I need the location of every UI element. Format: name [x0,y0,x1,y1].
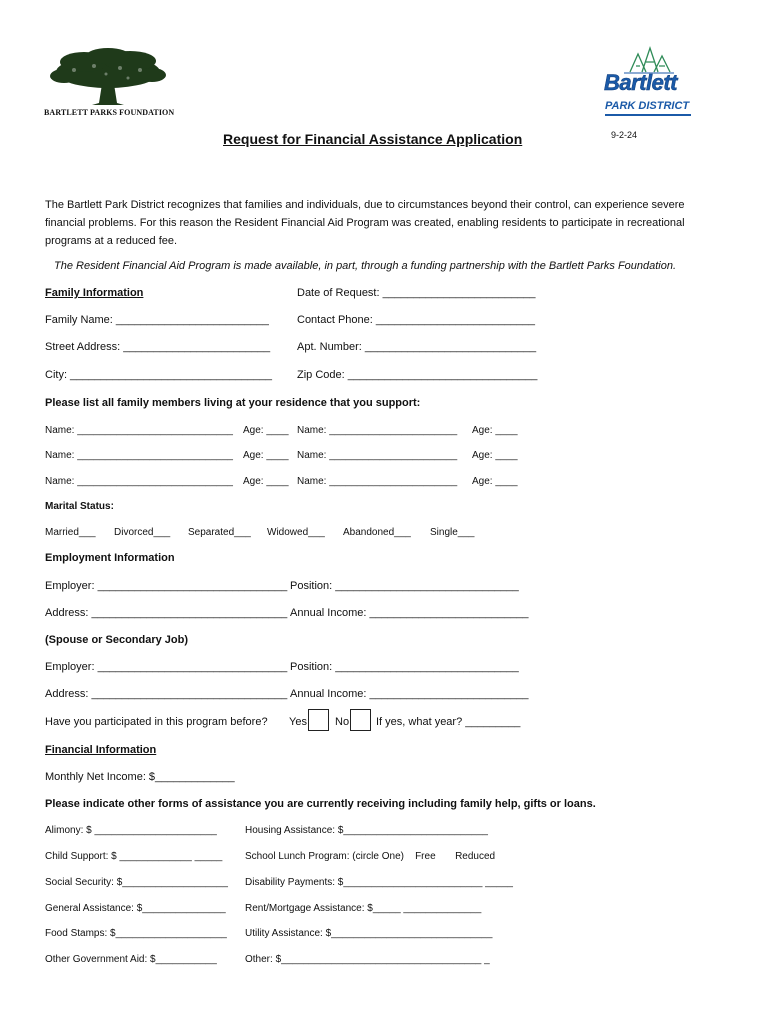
school-lunch-field[interactable]: School Lunch Program: (circle One) Free Reduced [245,851,496,862]
family-name-field[interactable]: Family Name: _________________________ [45,314,269,326]
other-government-aid-field[interactable]: Other Government Aid: $___________ [45,954,217,965]
marital-option-separated[interactable]: Separated___ [188,527,251,538]
disability-payments-field[interactable]: Disability Payments: $_________________________ _____ [245,877,513,888]
intro-paragraph: The Bartlett Park District recognizes that families and individuals, due to circumstances beyond their control, can experience severe financial problems. For this reason the Resident Financial Aid Program was created, enabling residents to participate in recreational programs at a reduced fee. [45,199,685,247]
page-title: Request for Financial Assistance Application [223,131,523,147]
spouse-employer-field[interactable]: Employer: _______________________________ [45,661,288,673]
assistance-heading: Please indicate other forms of assistance you are currently receiving including family help, gifts or loans. [45,798,596,810]
foundation-logo [44,48,174,118]
annual-income-field[interactable]: Annual Income: __________________________ [290,607,529,619]
city-field[interactable]: City: _________________________________ [45,369,272,381]
member-name-right[interactable]: Name: _______________________ [297,425,458,436]
housing-assistance-field[interactable]: Housing Assistance: $__________________________ [245,825,488,836]
employer-field[interactable]: Employer: _______________________________ [45,580,288,592]
spouse-heading: (Spouse or Secondary Job) [45,634,189,646]
alimony-field[interactable]: Alimony: $ ______________________ [45,825,217,836]
social-security-field[interactable]: Social Security: $___________________ [45,877,228,888]
foundation-name: BARTLETT PARKS FOUNDATION [44,108,175,117]
position-field[interactable]: Position: ______________________________ [290,580,519,592]
participated-question: Have you participated in this program before? [45,716,268,728]
date-of-request-field[interactable]: Date of Request: _________________________ [297,287,536,299]
no-label: No [335,716,350,728]
logo-word-park-district: PARK DISTRICT [605,100,690,112]
general-assistance-field[interactable]: General Assistance: $_______________ [45,903,226,914]
marital-option-married[interactable]: Married___ [45,527,96,538]
yes-checkbox[interactable] [308,709,329,731]
member-name-right[interactable]: Name: _______________________ [297,450,458,461]
spouse-annual-income-field[interactable]: Annual Income: __________________________ [290,688,529,700]
financial-heading: Financial Information [45,744,157,756]
spouse-address-field[interactable]: Address: ________________________________ [45,688,288,700]
member-name-right[interactable]: Name: _______________________ [297,476,458,487]
member-age-right[interactable]: Age: ____ [472,425,518,436]
utility-assistance-field[interactable]: Utility Assistance: $_____________________________ [245,928,493,939]
marital-option-single[interactable]: Single___ [430,527,475,538]
spouse-position-field[interactable]: Position: ______________________________ [290,661,519,673]
date-code: 9-2-24 [611,130,638,140]
members-heading: Please list all family members living at your residence that you support: [45,397,421,409]
zip-code-field[interactable]: Zip Code: _______________________________ [297,369,538,381]
tree-icon [44,48,174,106]
member-age-left[interactable]: Age: ____ [243,425,289,436]
member-name-left[interactable]: Name: ____________________________ [45,450,233,461]
family-info-heading: Family Information [45,287,144,299]
child-support-field[interactable]: Child Support: $ _____________ _____ [45,851,223,862]
park-district-logo [602,44,697,119]
logo-word-bartlett: Bartlett [604,70,678,95]
member-name-left[interactable]: Name: ____________________________ [45,476,233,487]
no-checkbox[interactable] [350,709,371,731]
logo-underline [605,114,691,116]
member-age-left[interactable]: Age: ____ [243,476,289,487]
other-assistance-field[interactable]: Other: $____________________________________ _ [245,954,490,965]
yes-label: Yes [289,716,307,728]
marital-option-divorced[interactable]: Divorced___ [114,527,171,538]
if-yes-year-field[interactable]: If yes, what year? _________ [376,716,521,728]
member-age-right[interactable]: Age: ____ [472,476,518,487]
member-name-left[interactable]: Name: ____________________________ [45,425,233,436]
employer-address-field[interactable]: Address: ________________________________ [45,607,288,619]
marital-option-abandoned[interactable]: Abandoned___ [343,527,411,538]
food-stamps-field[interactable]: Food Stamps: $____________________ [45,928,227,939]
monthly-income-field[interactable]: Monthly Net Income: $_____________ [45,771,235,783]
member-age-left[interactable]: Age: ____ [243,450,289,461]
member-age-right[interactable]: Age: ____ [472,450,518,461]
marital-status-heading: Marital Status: [45,501,114,512]
apt-number-field[interactable]: Apt. Number: ____________________________ [297,341,537,353]
contact-phone-field[interactable]: Contact Phone: __________________________ [297,314,535,326]
rent-mortgage-field[interactable]: Rent/Mortgage Assistance: $_____ ______________ [245,903,482,914]
street-address-field[interactable]: Street Address: ________________________ [45,341,271,353]
employment-heading: Employment Information [45,552,175,564]
marital-option-widowed[interactable]: Widowed___ [267,527,325,538]
partnership-note: The Resident Financial Aid Program is made available, in part, through a funding partnership with the Bartlett Parks Foundation. [54,260,677,272]
